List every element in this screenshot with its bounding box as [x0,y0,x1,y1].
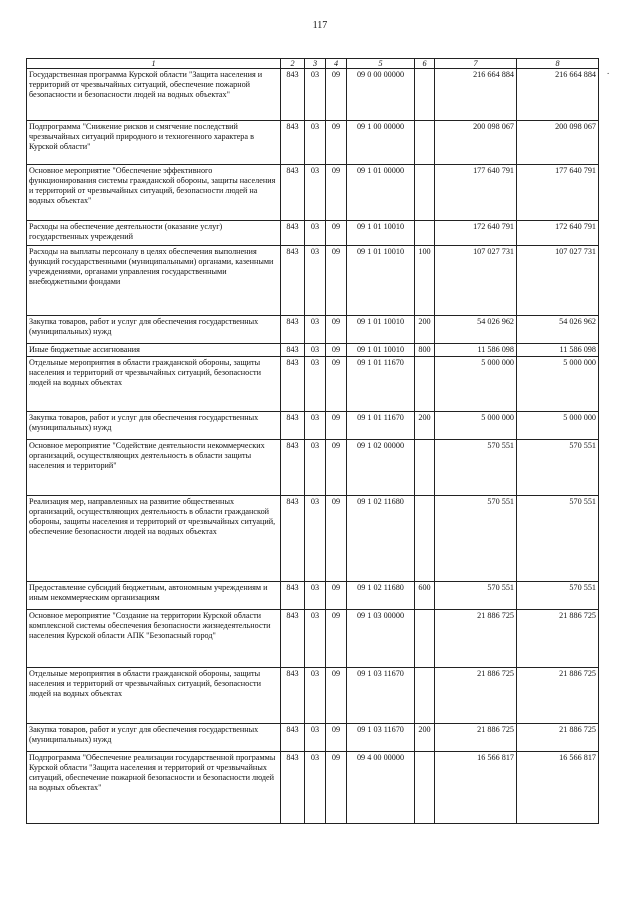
row-sum-year-2: 216 664 884 [517,69,599,121]
row-expense-type [415,221,435,246]
row-subsection: 09 [326,121,347,165]
table-row [27,246,599,316]
row-section: 03 [305,69,326,121]
row-subsection: 09 [326,724,347,752]
row-sum-year-2: 5 000 000 [517,357,599,412]
row-sum-year-2: 21 886 725 [517,610,599,668]
row-subsection: 09 [326,412,347,440]
row-expense-type [415,752,435,824]
row-sum-year-2: 11 586 098 [517,344,599,357]
header-col-3: 3 [305,59,326,69]
row-sum-year-2: 172 640 791 [517,221,599,246]
row-name: Закупка товаров, работ и услуг для обеспечения государственных (муниципальных) нужд [27,316,281,344]
row-target-article: 09 1 01 11670 [347,412,415,440]
header-col-4: 4 [326,59,347,69]
table-row [27,121,599,165]
row-target-article: 09 1 01 10010 [347,316,415,344]
row-expense-type [415,69,435,121]
row-sum-year-2: 54 026 962 [517,316,599,344]
row-target-article: 09 1 00 00000 [347,121,415,165]
table-row [27,69,599,121]
row-target-article: 09 1 02 11680 [347,582,415,610]
row-sum-year-1: 16 566 817 [435,752,517,824]
table-row [27,165,599,221]
table-row [27,724,599,752]
row-sum-year-1: 54 026 962 [435,316,517,344]
row-name: Основное мероприятие "Создание на территории Курской области комплексной системы обеспечения безопасности жизнедеятельности населения Курской области АПК "Безопасный город" [27,610,281,668]
row-sum-year-2: 21 886 725 [517,668,599,724]
row-expense-type: 600 [415,582,435,610]
row-grbs: 843 [281,344,305,357]
row-target-article: 09 1 03 00000 [347,610,415,668]
row-name: Подпрограмма "Обеспечение реализации государственной программы Курской области "Защита населения и территорий от чрезвычайных ситуаций, обеспечение пожарной безопасности и безопасности людей на водных объектах" [27,752,281,824]
row-section: 03 [305,724,326,752]
header-col-5: 5 [347,59,415,69]
row-grbs: 843 [281,668,305,724]
row-sum-year-1: 570 551 [435,582,517,610]
column-number-row [27,59,599,69]
row-grbs: 843 [281,221,305,246]
table-row [27,440,599,496]
row-name: Закупка товаров, работ и услуг для обеспечения государственных (муниципальных) нужд [27,724,281,752]
row-section: 03 [305,412,326,440]
row-section: 03 [305,221,326,246]
table-row [27,357,599,412]
row-name: Расходы на выплаты персоналу в целях обеспечения выполнения функций государственными (муниципальными) органами, казенными учреждениями, органами управления государственными внебюджетными фондами [27,246,281,316]
table-row [27,344,599,357]
header-col-2: 2 [281,59,305,69]
row-sum-year-2: 5 000 000 [517,412,599,440]
row-subsection: 09 [326,246,347,316]
row-subsection: 09 [326,582,347,610]
row-sum-year-1: 21 886 725 [435,668,517,724]
row-sum-year-1: 107 027 731 [435,246,517,316]
row-sum-year-1: 570 551 [435,440,517,496]
row-subsection: 09 [326,357,347,412]
row-sum-year-2: 570 551 [517,496,599,582]
row-subsection: 09 [326,610,347,668]
row-section: 03 [305,246,326,316]
row-name: Закупка товаров, работ и услуг для обеспечения государственных (муниципальных) нужд [27,412,281,440]
row-target-article: 09 0 00 00000 [347,69,415,121]
row-target-article: 09 1 01 10010 [347,221,415,246]
row-name: Государственная программа Курской области "Защита населения и территорий от чрезвычайных ситуаций, обеспечение пожарной безопасности и безопасности людей на водных объектах" [27,69,281,121]
row-name: Расходы на обеспечение деятельности (оказание услуг) государственных учреждений [27,221,281,246]
row-target-article: 09 1 01 10010 [347,344,415,357]
row-section: 03 [305,668,326,724]
row-grbs: 843 [281,357,305,412]
row-name: Основное мероприятие "Содействие деятельности некоммерческих организаций, осуществляющих деятельность в области защиты населения и территорий" [27,440,281,496]
row-name: Предоставление субсидий бюджетным, автономным учреждениям и иным некоммерческим организациям [27,582,281,610]
row-section: 03 [305,610,326,668]
row-grbs: 843 [281,246,305,316]
row-name: Отдельные мероприятия в области гражданской обороны, защиты населения и территорий от чрезвычайных ситуаций, безопасности людей на водных объектах [27,668,281,724]
row-subsection: 09 [326,496,347,582]
row-sum-year-2: 570 551 [517,582,599,610]
header-col-8: 8 [517,59,599,69]
row-name: Отдельные мероприятия в области гражданской обороны, защиты населения и территорий от чрезвычайных ситуаций, безопасности людей на водных объектах [27,357,281,412]
table-row [27,752,599,824]
row-sum-year-2: 16 566 817 [517,752,599,824]
row-sum-year-1: 5 000 000 [435,357,517,412]
row-grbs: 843 [281,582,305,610]
table-row [27,316,599,344]
row-target-article: 09 1 01 00000 [347,165,415,221]
row-target-article: 09 1 01 11670 [347,357,415,412]
header-col-1: 1 [27,59,281,69]
row-sum-year-1: 21 886 725 [435,724,517,752]
row-section: 03 [305,316,326,344]
row-target-article: 09 1 01 10010 [347,246,415,316]
row-sum-year-2: 570 551 [517,440,599,496]
row-section: 03 [305,344,326,357]
row-subsection: 09 [326,752,347,824]
row-section: 03 [305,121,326,165]
table-row [27,221,599,246]
row-expense-type [415,668,435,724]
row-section: 03 [305,496,326,582]
budget-table [26,58,599,824]
row-expense-type [415,440,435,496]
row-name: Основное мероприятие "Обеспечение эффективного функционирования системы гражданской обороны, защиты населения и территорий от чрезвычайных ситуаций, безопасности людей на водных объектах" [27,165,281,221]
row-grbs: 843 [281,724,305,752]
row-grbs: 843 [281,496,305,582]
row-expense-type: 200 [415,724,435,752]
row-subsection: 09 [326,221,347,246]
row-subsection: 09 [326,316,347,344]
row-sum-year-2: 107 027 731 [517,246,599,316]
row-target-article: 09 1 02 00000 [347,440,415,496]
row-grbs: 843 [281,440,305,496]
row-sum-year-1: 216 664 884 [435,69,517,121]
row-sum-year-1: 570 551 [435,496,517,582]
row-grbs: 843 [281,69,305,121]
row-sum-year-1: 21 886 725 [435,610,517,668]
row-grbs: 843 [281,610,305,668]
row-sum-year-2: 21 886 725 [517,724,599,752]
row-section: 03 [305,582,326,610]
row-expense-type [415,165,435,221]
row-expense-type: 200 [415,316,435,344]
row-grbs: 843 [281,412,305,440]
table-row [27,582,599,610]
row-subsection: 09 [326,668,347,724]
row-name: Подпрограмма "Снижение рисков и смягчение последствий чрезвычайных ситуаций природного и техногенного характера в Курской области" [27,121,281,165]
row-grbs: 843 [281,316,305,344]
row-sum-year-2: 177 640 791 [517,165,599,221]
row-subsection: 09 [326,69,347,121]
row-section: 03 [305,165,326,221]
row-name: Реализация мер, направленных на развитие общественных организаций, осуществляющих деятельность в области гражданской обороны, защиты населения и территорий от чрезвычайных ситуаций, обеспечение безопасности людей на водных объектах [27,496,281,582]
row-grbs: 843 [281,752,305,824]
header-col-7: 7 [435,59,517,69]
header-col-6: 6 [415,59,435,69]
row-grbs: 843 [281,121,305,165]
row-sum-year-2: 200 098 067 [517,121,599,165]
row-expense-type: 200 [415,412,435,440]
margin-mark: . [607,66,610,76]
row-subsection: 09 [326,344,347,357]
row-expense-type: 800 [415,344,435,357]
row-expense-type [415,496,435,582]
row-section: 03 [305,440,326,496]
row-sum-year-1: 200 098 067 [435,121,517,165]
row-target-article: 09 1 02 11680 [347,496,415,582]
row-section: 03 [305,752,326,824]
row-expense-type [415,121,435,165]
row-sum-year-1: 177 640 791 [435,165,517,221]
row-target-article: 09 4 00 00000 [347,752,415,824]
table-row [27,496,599,582]
row-sum-year-1: 11 586 098 [435,344,517,357]
row-name: Иные бюджетные ассигнования [27,344,281,357]
row-target-article: 09 1 03 11670 [347,668,415,724]
row-expense-type [415,610,435,668]
row-grbs: 843 [281,165,305,221]
row-subsection: 09 [326,165,347,221]
row-section: 03 [305,357,326,412]
row-sum-year-1: 172 640 791 [435,221,517,246]
table-row [27,668,599,724]
page-number: 117 [312,20,328,31]
table-row [27,610,599,668]
row-expense-type: 100 [415,246,435,316]
row-expense-type [415,357,435,412]
row-subsection: 09 [326,440,347,496]
row-target-article: 09 1 03 11670 [347,724,415,752]
table-row [27,412,599,440]
row-sum-year-1: 5 000 000 [435,412,517,440]
